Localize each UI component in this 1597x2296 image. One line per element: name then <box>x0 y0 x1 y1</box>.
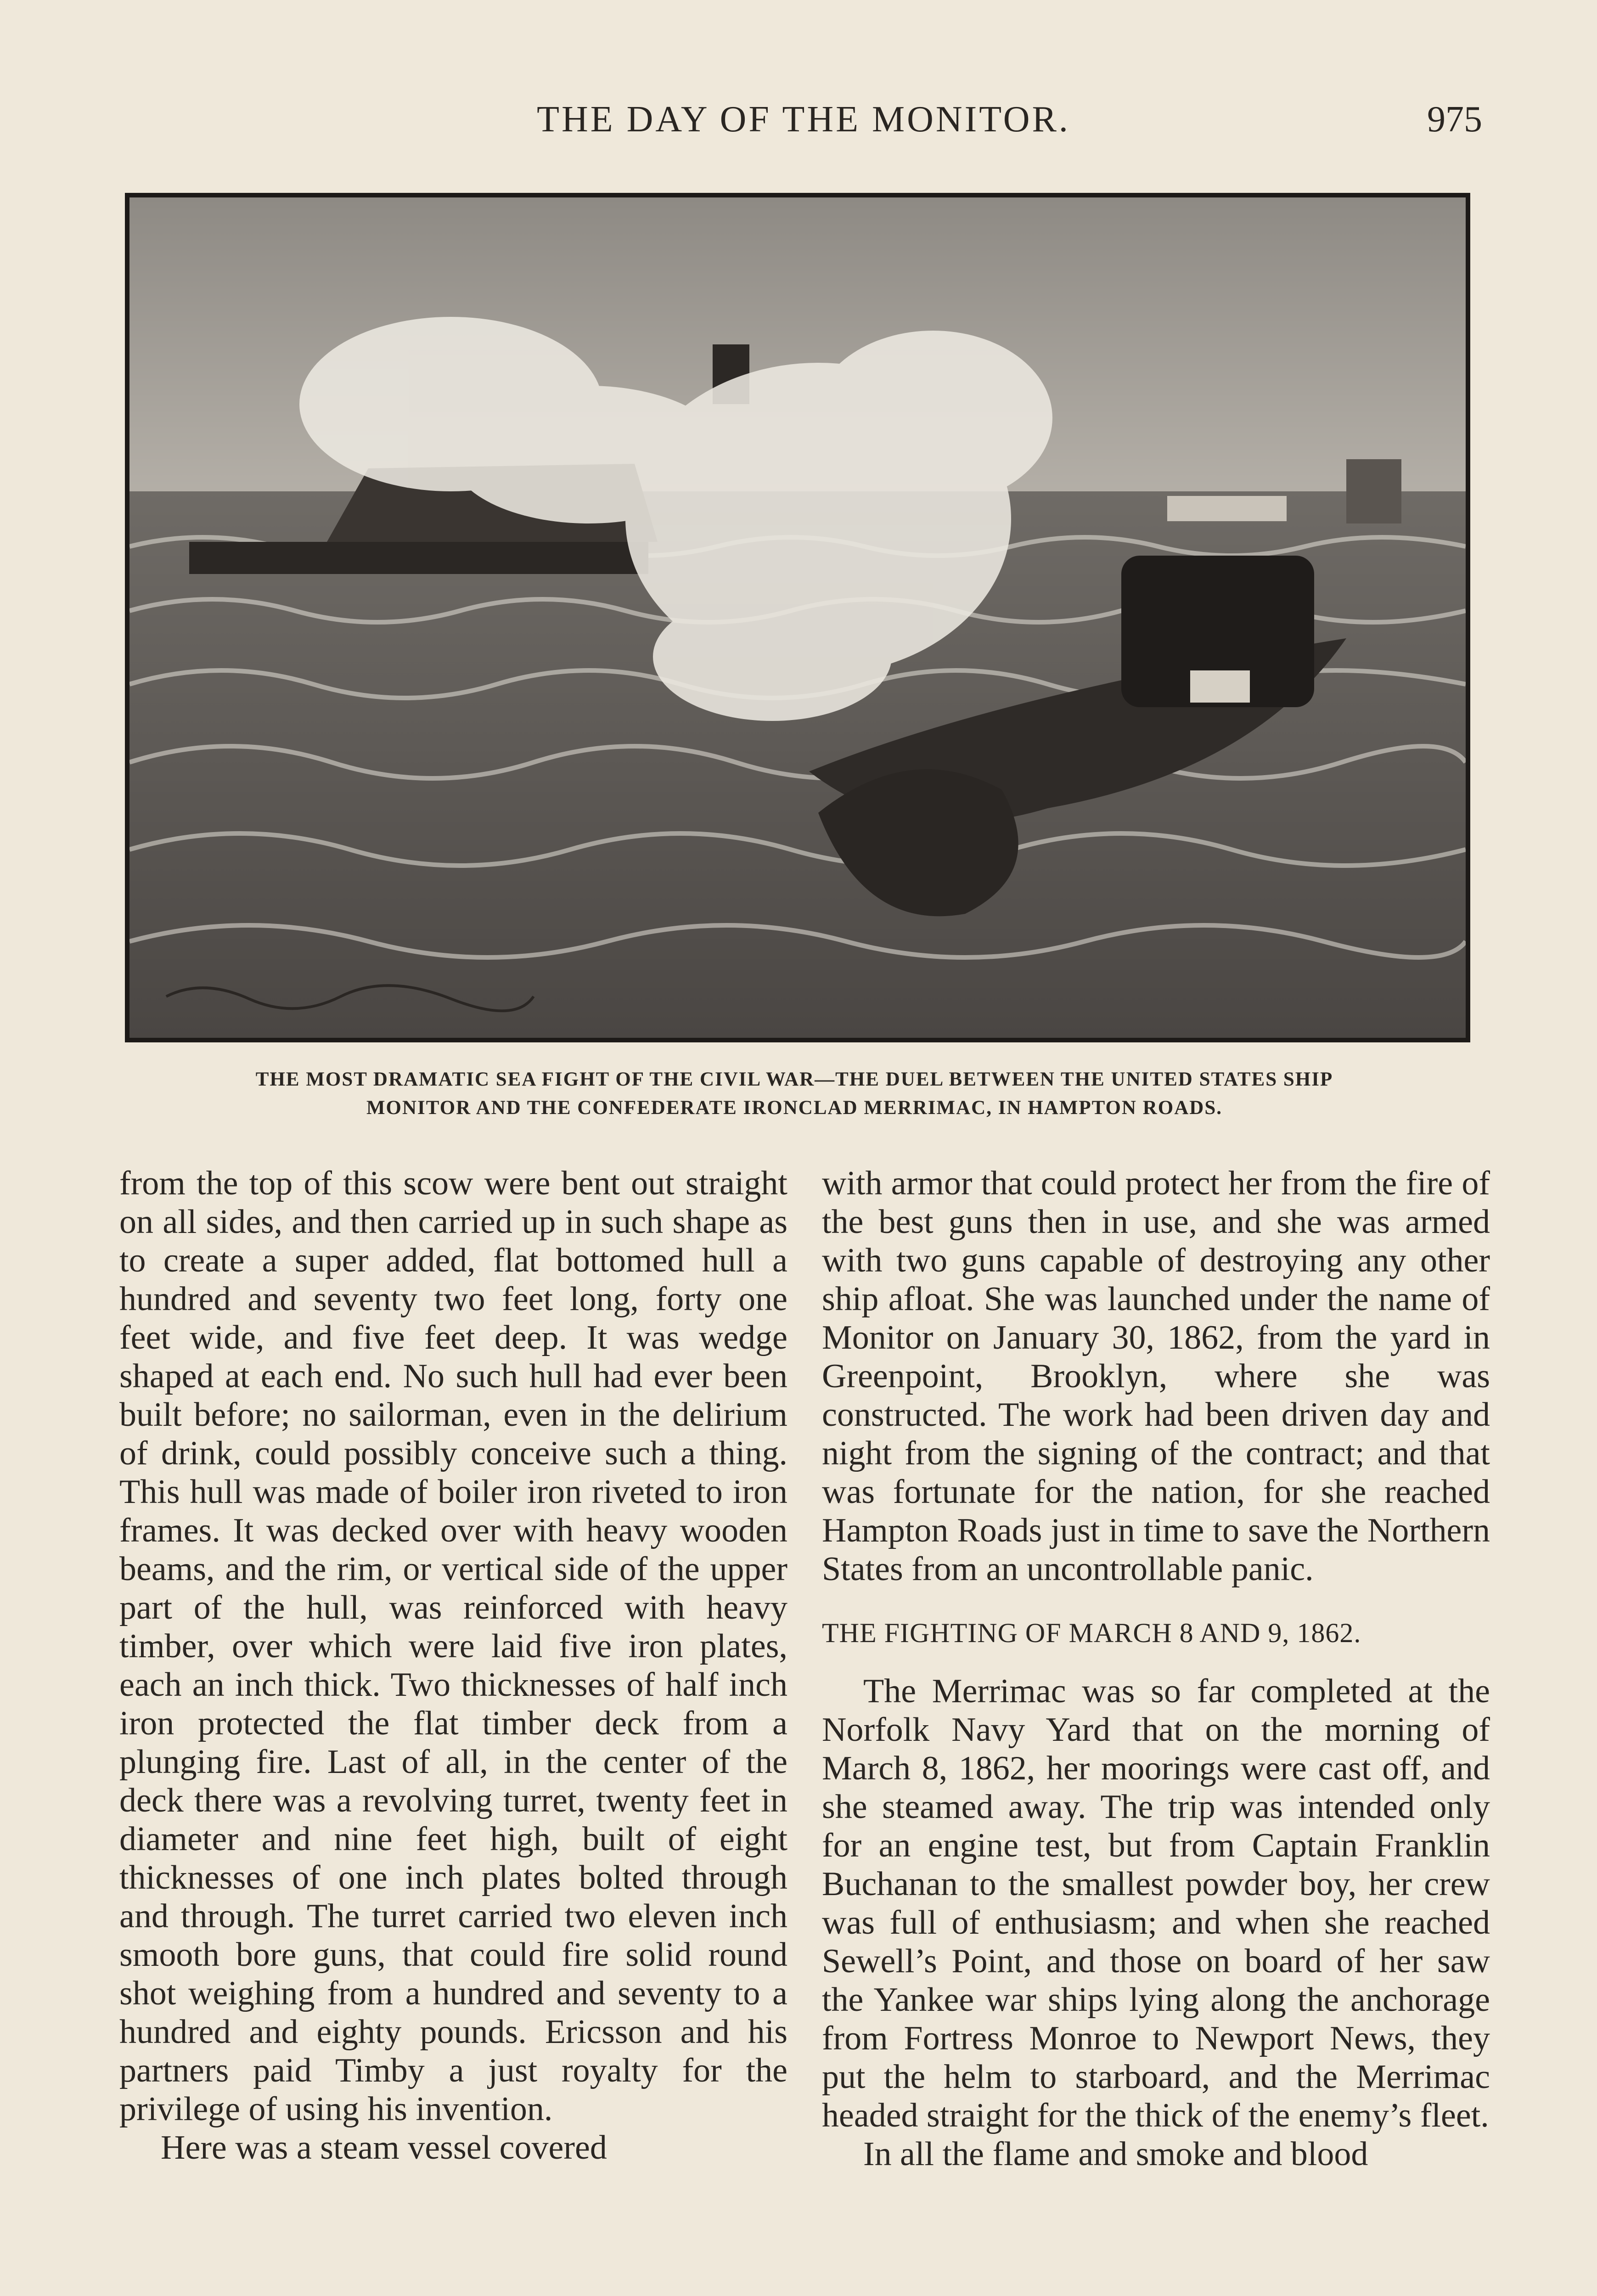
page-number: 975 <box>1427 99 1482 140</box>
running-title: THE DAY OF THE MONITOR. <box>537 99 1070 140</box>
battle-illustration <box>125 193 1470 1042</box>
right-column <box>822 1164 1490 2173</box>
left-paragraph-1: from the top of this scow were bent out straight on all sides, and then carried up in such shape as to create a super added, flat bottomed hull a hundred and seventy two feet long, forty one feet wide, and five feet deep. It was wedge shaped at each end. No such hull had ever been built before; no sailorman, even in the delirium of drink, could possibly conceive such a thing. This hull was made of boiler iron riveted to iron frames. It was decked over with heavy wooden beams, and the rim, or vertical side of the upper part of the hull, was reinforced with heavy timber, over which were laid five iron plates, each an inch thick. Two thicknesses of half inch iron protected the flat timber deck from a plunging fire. Last of all, in the center of the deck there was a revolving turret, twenty feet in diameter and nine feet high, built of eight thicknesses of one inch plates bolted through and through. The turret carried two eleven inch smooth bore guns, that could fire solid round shot weighing from a hundred and seventy to a hundred and eighty pounds. Ericsson and his partners paid Timby a just royalty for the privilege of using his invention. <box>119 1165 787 2128</box>
section-heading: THE FIGHTING OF MARCH 8 AND 9, 1862. <box>822 1618 1361 1648</box>
illustration-caption <box>106 1065 1483 1122</box>
left-paragraph-2: Here was a steam vessel covered <box>161 2129 607 2167</box>
right-paragraph-2: The Merrimac was so far completed at the Norfolk Navy Yard that on the morning of March 8, 1862, her moorings were cast off, and she steamed away. The trip was intended only for an engine test, but from Captain Franklin Buchanan to the smallest powder boy, her crew was full of enthusiasm; and when she reached Sewell’s Point, and those on board of her saw the Yankee war ships lying along the anchorage from Fortress Monroe to Newport News, they put the helm to starboard, and the Merrimac headed straight for the thick of the enemy’s fleet. <box>822 1672 1490 2134</box>
right-paragraph-1: with armor that could protect her from the fire of the best guns then in use, and she was armed with two guns capable of destroying any other ship afloat. She was launched under the name of Monitor on January 30, 1862, from the yard in Greenpoint, Brooklyn, where she was constructed. The work had been driven day and night from the signing of the contract; and that was fortunate for the nation, for she reached Hampton Roads just in time to save the Northern States from an uncontrollable panic. <box>822 1165 1490 1588</box>
caption-line-1: THE MOST DRAMATIC SEA FIGHT OF THE CIVIL WAR—THE DUEL BETWEEN THE UNITED STATES SHIP <box>255 1069 1333 1090</box>
caption-line-2: MONITOR AND THE CONFEDERATE IRONCLAD MERRIMAC, IN HAMPTON ROADS. <box>366 1097 1223 1119</box>
right-paragraph-3: In all the flame and smoke and blood <box>863 2135 1368 2173</box>
running-head <box>0 99 1597 154</box>
left-column <box>119 1164 787 2167</box>
battle-engraving <box>129 197 1466 1038</box>
